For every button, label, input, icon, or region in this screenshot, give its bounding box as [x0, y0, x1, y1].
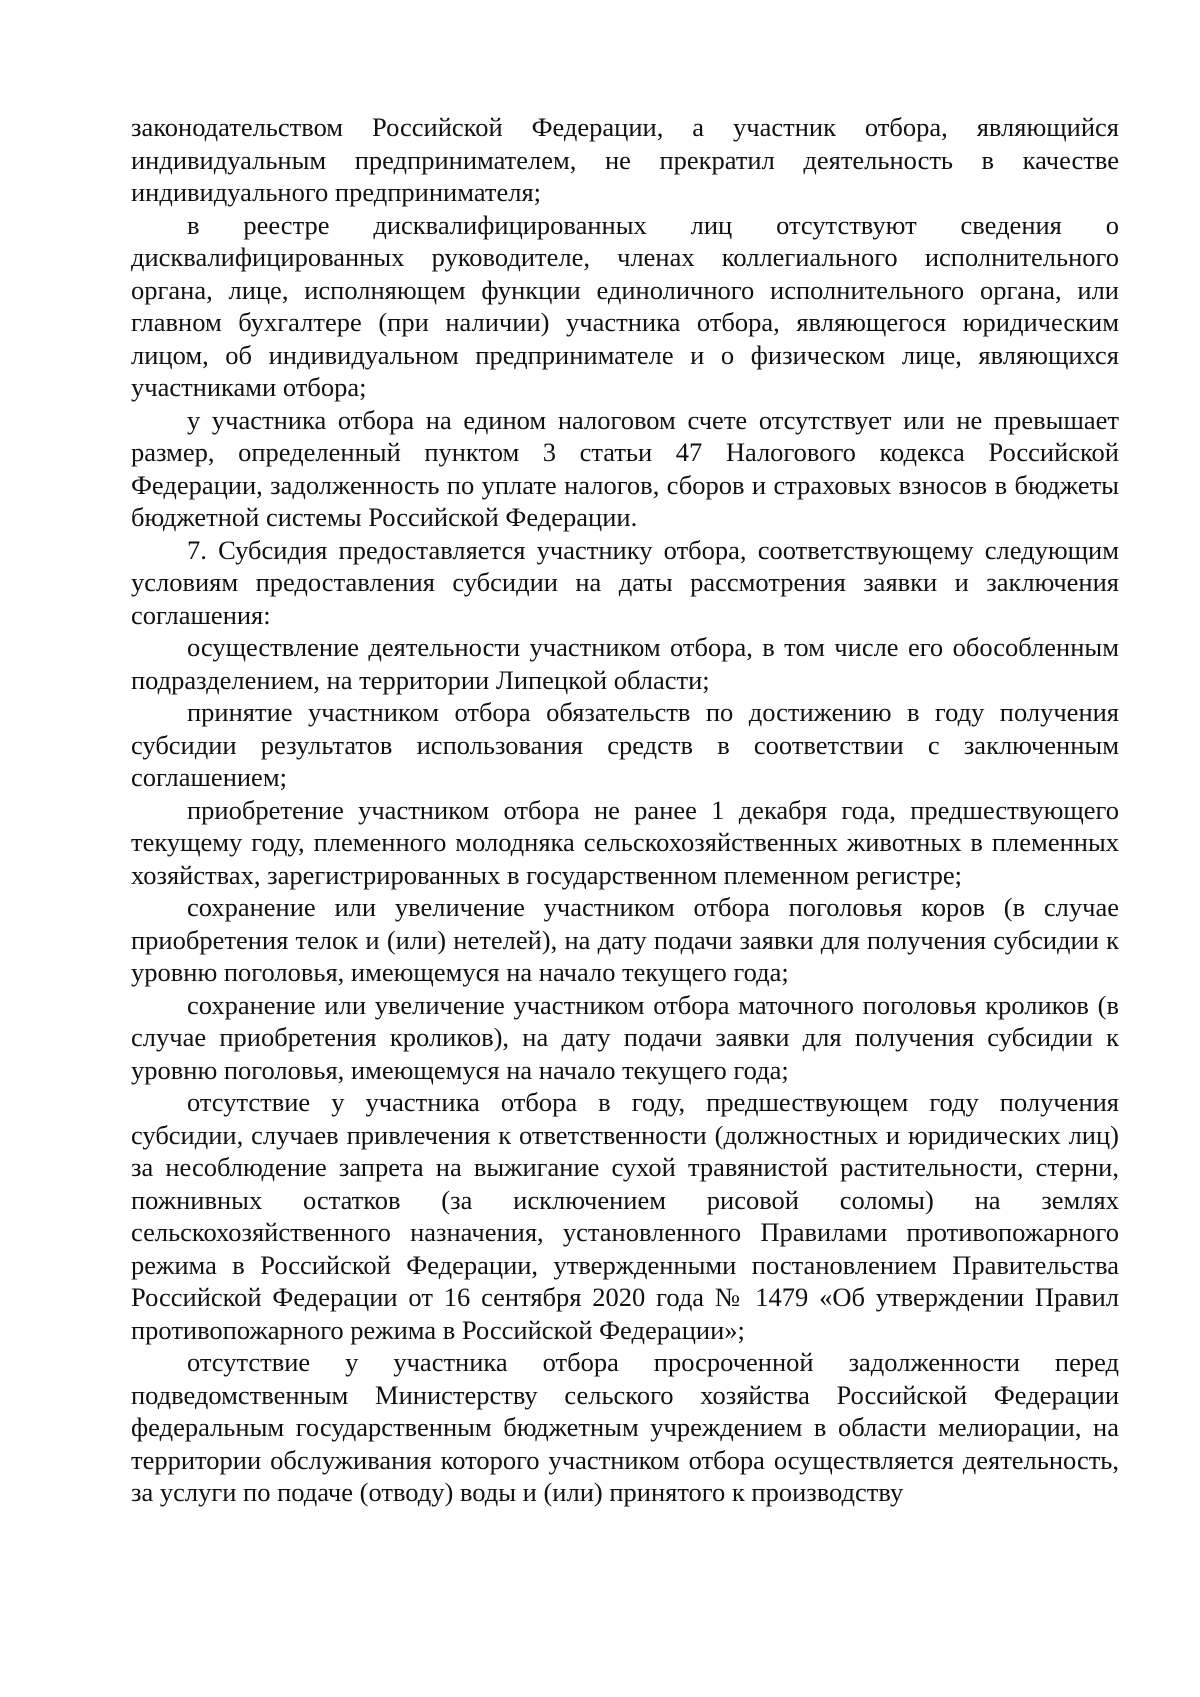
paragraph-5: осуществление деятельности участником отбора, в том числе его обособленным подразделением, на территории Липецкой области;: [131, 632, 1119, 695]
paragraph-9: сохранение или увеличение участником отбора маточного поголовья кроликов (в случае приобретения кроликов), на дату подачи заявки для получения субсидии к уровню поголовья, имеющемуся на начало текущего года;: [131, 989, 1119, 1085]
paragraph-6: принятие участником отбора обязательств по достижению в году получения субсидии результатов использования средств в соответствии с заключенным соглашением;: [131, 697, 1119, 792]
paragraph-2: в реестре дисквалифицированных лиц отсутствуют сведения о дисквалифицированных руководителе, членах коллегиального исполнительного органа, лице, исполняющем функции единоличного исполнительного органа, или главном бухгалтере (при наличии) участника отбора, являющегося юридическим лицом, об индивидуальном предпринимателе и о физическом лице, являющихся участниками отбора;: [131, 209, 1119, 402]
paragraph-11: отсутствие у участника отбора просроченной задолженности перед подведомственным Министерству сельского хозяйства Российской Федерации федеральным государственным бюджетным учреждением в области мелиорации, на территории обслуживания которого участником отбора осуществляется деятельность, за услуги по подаче (отводу) воды и (или) принятого к производству: [131, 1347, 1119, 1507]
paragraph-10: отсутствие у участника отбора в году, предшествующем году получения субсидии, случаев привлечения к ответственности (должностных и юридических лиц) за несоблюдение запрета на выжигание сухой травянистой растительности, стерни, пожнивных остатков (за исключением рисовой соломы) на землях сельскохозяйственного назначения, установленного Правилами противопожарного режима в Российской Федерации, утвержденными постановлением Правительства Российской Федерации от 16 сентября 2020 года № 1479 «Об утверждении Правил противопожарного режима в Российской Федерации»;: [131, 1087, 1119, 1345]
paragraph-8: сохранение или увеличение участником отбора поголовья коров (в случае приобретения телок и (или) нетелей), на дату подачи заявки для получения субсидии к уровню поголовья, имеющемуся на начало текущего года;: [131, 892, 1119, 987]
paragraph-3: у участника отбора на едином налоговом счете отсутствует или не превышает размер, определенный пунктом 3 статьи 47 Налогового кодекса Российской Федерации, задолженность по уплате налогов, сборов и страховых взносов в бюджеты бюджетной системы Российской Федерации.: [131, 404, 1119, 532]
paragraph-4: 7. Субсидия предоставляется участнику отбора, соответствующему следующим условиям предоставления субсидии на даты рассмотрения заявки и заключения соглашения:: [131, 534, 1119, 630]
paragraph-7: приобретение участником отбора не ранее 1 декабря года, предшествующего текущему году, племенного молодняка сельскохозяйственных животных в племенных хозяйствах, зарегистрированных в государственном племенном регистре;: [131, 794, 1119, 890]
document-page: [131, 111, 1119, 1509]
paragraph-1: законодательством Российской Федерации, а участник отбора, являющийся индивидуальным предпринимателем, не прекратил деятельность в качестве индивидуального предпринимателя;: [131, 112, 1119, 207]
